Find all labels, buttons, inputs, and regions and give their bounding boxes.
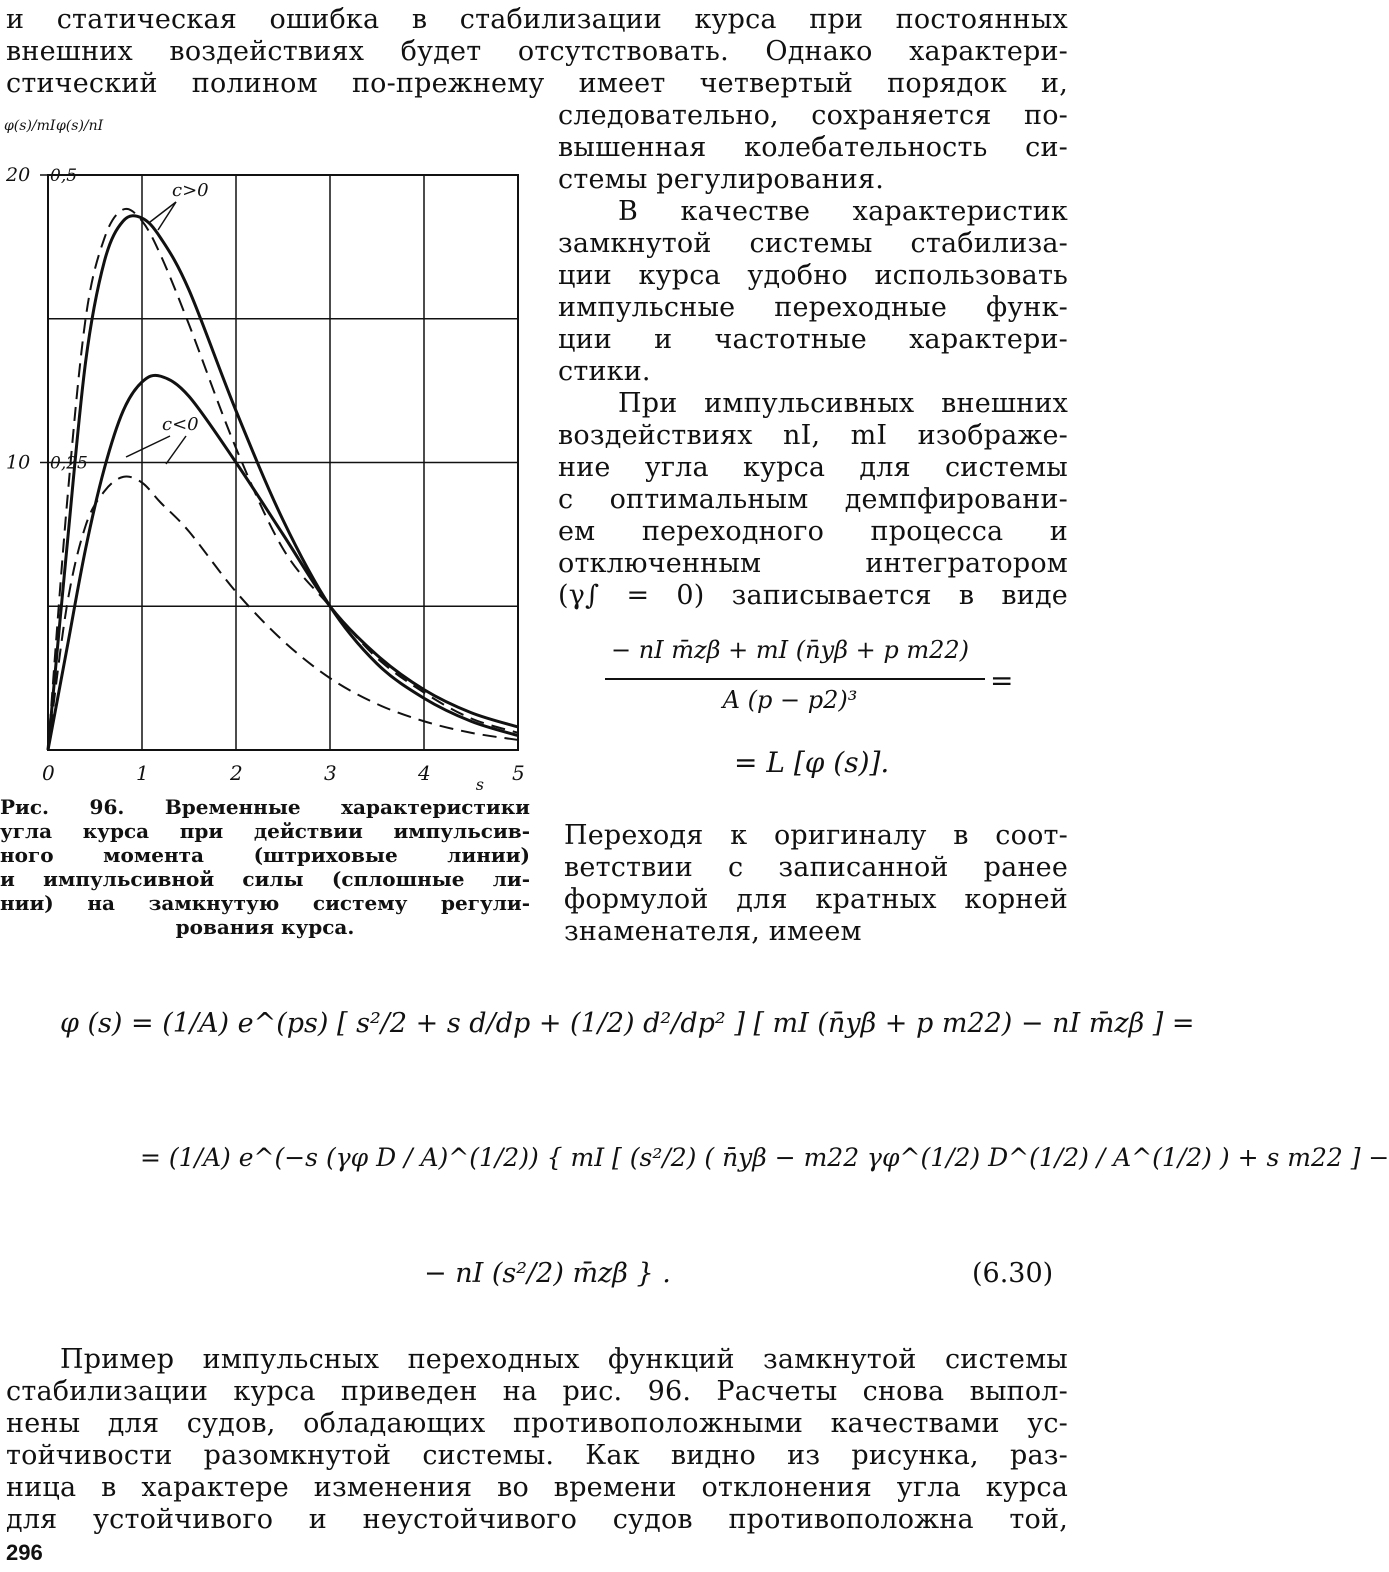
leader-line	[126, 436, 170, 457]
page-number: 296	[6, 1540, 43, 1565]
right-line-5: замкнутой системы стабилиза-	[558, 228, 1068, 259]
text-line-3: стический полином по-прежнему имеет четвертый порядок и,	[6, 68, 1068, 99]
formula-numerator: − nI m̄zβ + mI (n̄yβ + p m22)	[610, 636, 970, 664]
formula-fraction-bar	[605, 678, 985, 680]
right2-line-4: знаменателя, имеем	[564, 916, 862, 947]
right-line-8: ции и частотные характери-	[558, 324, 1068, 355]
bottom-line-4: тойчивости разомкнутой системы. Как видно из рисунка, раз-	[6, 1440, 1068, 1471]
leader-line	[166, 436, 186, 464]
bottom-line-2: стабилизации курса приведен на рис. 96. Расчеты снова выпол-	[6, 1376, 1068, 1407]
bottom-line-6: для устойчивого и неустойчивого судов противоположна той,	[6, 1504, 1068, 1535]
y-axis-label-right: φ(s)/nI	[56, 118, 104, 134]
bottom-line-3: нены для судов, обладающих противоположными качествами ус-	[6, 1408, 1068, 1439]
formula-denominator: A (p − p2)³	[722, 686, 858, 714]
formula-result: = L [φ (s)].	[734, 746, 890, 779]
right-line-10: При импульсивных внешних	[618, 388, 1068, 419]
right-line-4: В качестве характеристик	[618, 196, 1068, 227]
caption-line-5: нии) на замкнутую систему регули-	[0, 891, 530, 915]
equation-number: (6.30)	[972, 1258, 1054, 1289]
equation-line-2: = (1/A) e^(−s (γφ D / A)^(1/2)) { mI [ (s²/2) ( n̄yβ − m22 γφ^(1/2) D^(1/2) / A^(1/2) ) + s m22 ] −	[140, 1143, 1389, 1172]
right-line-2: вышенная колебательность си-	[558, 132, 1068, 163]
y-tick-right-05: 0,5	[50, 166, 78, 186]
right-line-7: импульсные переходные функ-	[558, 292, 1068, 323]
bottom-line-1: Пример импульсных переходных функций замкнутой системы	[60, 1344, 1068, 1375]
bottom-line-5: ница в характере изменения во времени отклонения угла курса	[6, 1472, 1068, 1503]
x-tick-label: 1	[136, 761, 149, 785]
x-tick-label: 4	[418, 761, 431, 785]
right-line-14: ем переходного процесса и	[558, 516, 1068, 547]
annotation-c-negative: c<0	[162, 414, 199, 435]
equation-line-3: − nI (s²/2) m̄zβ } .	[424, 1258, 671, 1289]
y-tick-left-10: 10	[6, 451, 31, 474]
caption-line-1: Рис. 96. Временные характеристики	[0, 795, 530, 819]
right-line-15: отключенным интегратором	[558, 548, 1068, 579]
x-tick-label: 5	[512, 761, 525, 785]
right-line-13: с оптимальным демпфировани-	[558, 484, 1068, 515]
series-line-2	[48, 209, 518, 750]
figure-96	[0, 100, 540, 794]
right-line-16: (γ∫ = 0) записывается в виде	[558, 580, 1068, 611]
equation-line-1: φ (s) = (1/A) e^(ps) [ s²/2 + s d/dp + (1/2) d²/dp² ] [ mI (n̄yβ + p m22) − nI m̄zβ ] =	[60, 1008, 1195, 1039]
x-tick-label: 2	[230, 761, 243, 785]
right-line-11: воздействиях nI, mI изображе-	[558, 420, 1068, 451]
caption-line-3: ного момента (штриховые линии)	[0, 843, 530, 867]
x-tick-label: 3	[324, 761, 337, 785]
x-tick-label: 0	[42, 761, 55, 785]
right2-line-2: ветствии с записанной ранее	[564, 852, 1068, 883]
y-axis-label-left: φ(s)/mI	[4, 118, 56, 134]
right2-line-1: Переходя к оригиналу в соот-	[564, 820, 1068, 851]
formula-equals: =	[990, 664, 1014, 697]
figure-chart	[0, 100, 540, 794]
caption-line-2: угла курса при действии импульсив-	[0, 819, 530, 843]
right-line-9: стики.	[558, 356, 651, 387]
right-line-1: следовательно, сохраняется по-	[558, 100, 1068, 131]
right-line-12: ние угла курса для системы	[558, 452, 1068, 483]
y-tick-right-025: 0,25	[50, 453, 88, 474]
right-line-3: стемы регулирования.	[558, 164, 884, 195]
right-line-6: ции курса удобно использовать	[558, 260, 1068, 291]
x-axis-label: s	[475, 775, 484, 794]
y-tick-left-20: 20	[6, 164, 31, 186]
series-line-3	[48, 375, 518, 750]
leader-line	[158, 202, 176, 230]
right2-line-3: формулой для кратных корней	[564, 884, 1068, 915]
caption-line-6: рования курса.	[175, 915, 355, 939]
text-line-2: внешних воздействиях будет отсутствовать. Однако характери-	[6, 36, 1068, 67]
text-line-1: и статическая ошибка в стабилизации курса при постоянных	[6, 4, 1068, 35]
caption-line-4: и импульсивной силы (сплошные ли-	[0, 867, 530, 891]
leader-line	[150, 202, 176, 222]
series-line-1	[48, 216, 518, 750]
annotation-c-positive: c>0	[172, 180, 209, 201]
